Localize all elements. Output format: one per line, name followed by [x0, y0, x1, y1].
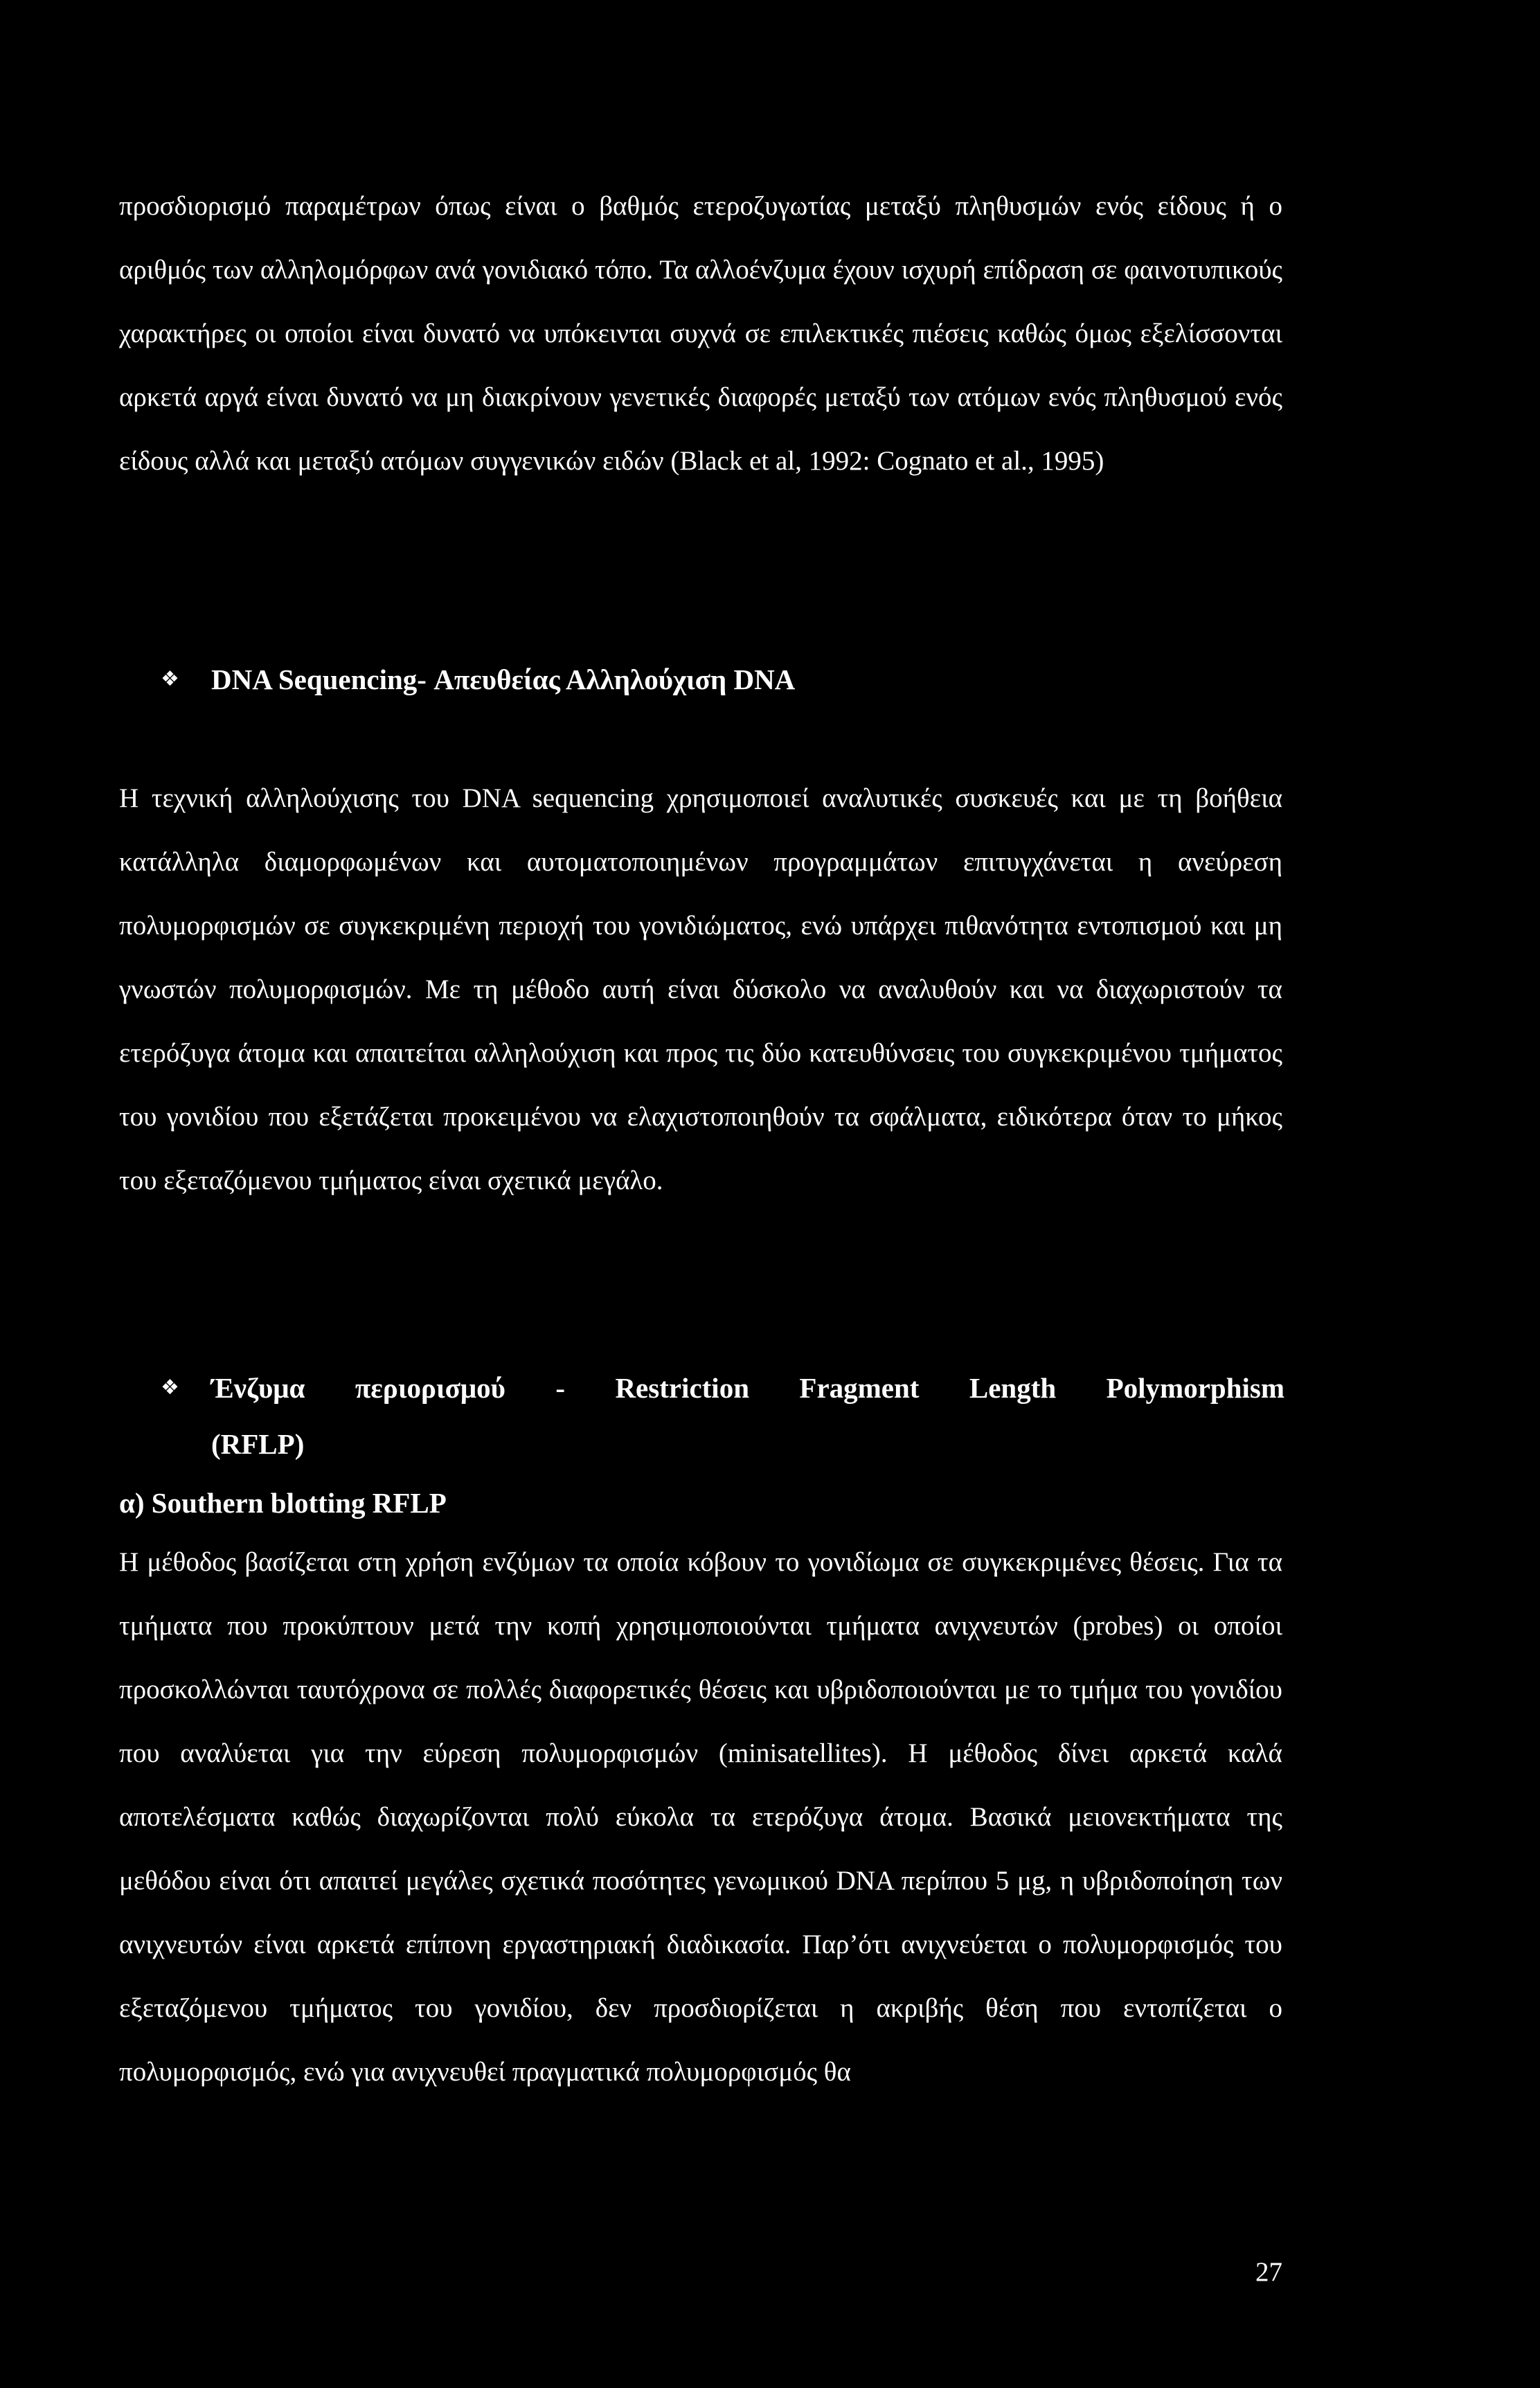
- bullet-diamond-icon: ❖: [161, 667, 179, 691]
- paragraph-alloenzymes: προσδιορισμό παραμέτρων όπως είναι ο βαθμός ετεροζυγωτίας μεταξύ πληθυσμών ενός είδους ή ο αριθμός των αλληλομόρφων ανά γονιδιακό τόπο. Τα αλλοένζυμα έχουν ισχυρή επίδραση σε φαινοτυπικούς χαρακτήρες οι οποίοι είναι δυνατό να υπόκεινται συχνά σε επιλεκτικές πιέσεις καθώς όμως εξελίσσονται αρκετά αργά είναι δυνατό να μη διακρίνουν γενετικές διαφορές μεταξύ των ατόμων ενός πληθυσμού ενός είδους αλλά και μεταξύ ατόμων συγγενικών ειδών (Black et al, 1992: Cognato et al., 1995): [119, 191, 1282, 476]
- subheading-southern-blotting: α) Southern blotting RFLP: [119, 1487, 447, 1519]
- paragraph-dna-sequencing: Η τεχνική αλληλούχισης του DNA sequencing χρησιμοποιεί αναλυτικές συσκευές και με τη βοήθεια κατάλληλα διαμορφωμένων και αυτοματοποιημένων προγραμμάτων επιτυγχάνεται η ανεύρεση πολυμορφισμών σε συγκεκριμένη περιοχή του γονιδιώματος, ενώ υπάρχει πιθανότητα εντοπισμού και μη γνωστών πολυμορφισμών. Με τη μέθοδο αυτή είναι δύσκολο να αναλυθούν και να διαχωριστούν τα ετερόζυγα άτομα και απαιτείται αλληλούχιση και προς τις δύο κατευθύνσεις του συγκεκριμένου τμήματος του γονιδίου που εξετάζεται προκειμένου να ελαχιστοποιηθούν τα σφάλματα, ειδικότερα όταν το μήκος του εξεταζόμενου τμήματος είναι σχετικά μεγάλο.: [119, 783, 1282, 1195]
- heading-rflp-line2: (RFLP): [211, 1428, 305, 1460]
- heading-rflp: Ένζυμα περιορισμού - Restriction Fragment Length Polymorphism: [211, 1372, 1284, 1404]
- paragraph-southern-blotting: Η μέθοδος βασίζεται στη χρήση ενζύμων τα οποία κόβουν το γονιδίωμα σε συγκεκριμένες θέσεις. Για τα τμήματα που προκύπτουν μετά την κοπή χρησιμοποιούνται τμήματα ανιχνευτών (probes) οι οποίοι προσκολλώνται ταυτόχρονα σε πολλές διαφορετικές θέσεις και υβριδοποιούνται με το τμήμα του γονιδίου που αναλύεται για την εύρεση πολυμορφισμών (minisatellites). Η μέθοδος δίνει αρκετά καλά αποτελέσματα καθώς διαχωρίζονται πολύ εύκολα τα ετερόζυγα άτομα. Βασικά μειονεκτήματα της μεθόδου είναι ότι απαιτεί μεγάλες σχετικά ποσότητες γενωμικού DNA περίπου 5 μg, η υβριδοποίηση των ανιχνευτών είναι αρκετά επίπονη εργαστηριακή διαδικασία. Παρ’ότι ανιχνεύεται ο πολυμορφισμός του εξεταζόμενου τμήματος του γονιδίου, δεν προσδιορίζεται η ακριβής θέση που εντοπίζεται ο πολυμορφισμός, ενώ για ανιχνευθεί πραγματικά πολυμορφισμός θα: [119, 1547, 1282, 2087]
- heading-dna-sequencing: DNA Sequencing- Απευθείας Αλληλούχιση DNA: [211, 663, 796, 695]
- page-number: 27: [1255, 2257, 1282, 2287]
- bullet-diamond-icon: ❖: [161, 1375, 179, 1400]
